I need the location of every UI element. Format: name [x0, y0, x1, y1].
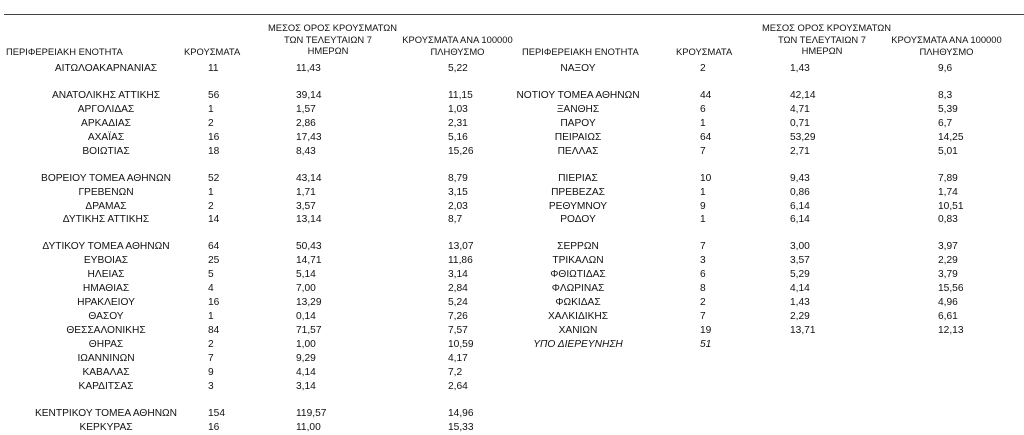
region-name: ΝΟΤΙΟΥ ΤΟΜΕΑ ΑΘΗΝΩΝ — [516, 90, 640, 101]
cases-value: 10 — [700, 173, 712, 184]
per100k-value: 3,79 — [938, 269, 958, 280]
region-name: ΗΡΑΚΛΕΙΟΥ — [77, 297, 135, 308]
cases-value: 7 — [700, 241, 706, 252]
region-name: ΦΛΩΡΙΝΑΣ — [551, 283, 605, 294]
cases-value: 4 — [208, 283, 214, 294]
per100k-value: 14,96 — [448, 408, 474, 419]
per100k-value: 13,07 — [448, 241, 474, 252]
right-table-row — [0, 254, 1024, 268]
right-table-row — [0, 296, 1024, 310]
avg-value: 3,57 — [790, 255, 810, 266]
per100k-value: 14,25 — [938, 132, 964, 143]
avg-value: 5,29 — [790, 269, 810, 280]
avg-value: 1,71 — [296, 187, 316, 198]
avg-value: 0,71 — [790, 118, 810, 129]
cases-value: 16 — [208, 132, 220, 143]
right-table-row — [0, 200, 1024, 214]
cases-value: 7 — [700, 146, 706, 157]
avg-value: 0,86 — [790, 187, 810, 198]
per100k-value: 6,7 — [938, 118, 953, 129]
left-table-row — [0, 421, 1024, 435]
per100k-value: 4,17 — [448, 353, 468, 364]
per100k-value: 5,22 — [448, 63, 468, 74]
per100k-value: 3,15 — [448, 187, 468, 198]
per100k-value: 7,57 — [448, 325, 468, 336]
per100k-value: 2,03 — [448, 201, 468, 212]
right-table-row — [0, 310, 1024, 324]
top-rule — [4, 14, 1024, 15]
cases-value: 9 — [208, 367, 214, 378]
per100k-value: 5,39 — [938, 104, 958, 115]
right-table-row — [0, 145, 1024, 159]
per100k-value: 5,16 — [448, 132, 468, 143]
per100k-value: 0,83 — [938, 214, 958, 225]
cases-value: 16 — [208, 297, 220, 308]
avg-value: 11,43 — [296, 63, 321, 74]
region-name: ΠΕΛΛΑΣ — [557, 146, 599, 157]
per100k-value: 4,96 — [938, 297, 958, 308]
cases-value: 11 — [208, 63, 219, 74]
cases-value: 1 — [208, 311, 214, 322]
region-name: ΞΑΝΘΗΣ — [556, 104, 600, 115]
avg-value: 3,57 — [296, 201, 316, 212]
cases-value: 6 — [700, 104, 706, 115]
per100k-value: 11,15 — [448, 90, 473, 101]
avg-value: 2,86 — [296, 118, 316, 129]
left-header-cases: ΚΡΟΥΣΜΑΤΑ — [184, 46, 241, 57]
cases-value: 6 — [700, 269, 706, 280]
region-name: ΠΙΕΡΙΑΣ — [558, 173, 598, 184]
region-name: ΧΑΝΙΩΝ — [558, 325, 598, 336]
region-name: ΘΑΣΟΥ — [88, 311, 124, 322]
avg-value: 2,71 — [790, 146, 810, 157]
cases-value: 7 — [208, 353, 214, 364]
right-table-row — [0, 172, 1024, 186]
region-name: ΚΑΒΑΛΑΣ — [82, 367, 130, 378]
avg-value: 13,71 — [790, 325, 816, 336]
region-name: ΕΥΒΟΙΑΣ — [83, 255, 129, 266]
right-table-row — [0, 282, 1024, 296]
region-name: ΘΗΡΑΣ — [88, 339, 124, 350]
avg-value: 2,29 — [790, 311, 810, 322]
left-table-row — [0, 352, 1024, 366]
right-table-row — [0, 324, 1024, 338]
region-name: ΝΑΞΟΥ — [560, 63, 596, 74]
cases-value: 1 — [208, 187, 214, 198]
region-name: ΦΩΚΙΔΑΣ — [555, 297, 601, 308]
right-table-row — [0, 186, 1024, 200]
avg-value: 11,00 — [296, 422, 321, 433]
region-name: ΑΧΑΪΑΣ — [87, 132, 125, 143]
cases-value: 1 — [208, 104, 214, 115]
per100k-value: 10,59 — [448, 339, 474, 350]
left-table-row — [0, 366, 1024, 380]
cases-value: 2 — [700, 297, 706, 308]
cases-value: 51 — [700, 339, 712, 350]
avg-value: 53,29 — [790, 132, 816, 143]
region-name: ΑΙΤΩΛΟΑΚΑΡΝΑΝΙΑΣ — [54, 63, 158, 74]
avg-value: 13,29 — [296, 297, 322, 308]
cases-value: 56 — [208, 90, 220, 101]
right-header-per100k: ΚΡΟΥΣΜΑΤΑ ΑΝΑ 100000 ΠΛΗΘΥΣΜΟ — [891, 34, 1002, 57]
region-name: ΔΡΑΜΑΣ — [85, 201, 127, 212]
per100k-value: 2,64 — [448, 381, 468, 392]
avg-value: 4,71 — [790, 104, 810, 115]
per100k-value: 15,26 — [448, 146, 474, 157]
avg-value: 14,71 — [296, 255, 322, 266]
per100k-value: 2,31 — [448, 118, 468, 129]
region-name: ΚΕΡΚΥΡΑΣ — [79, 422, 133, 433]
left-header-per100k: ΚΡΟΥΣΜΑΤΑ ΑΝΑ 100000 ΠΛΗΘΥΣΜΟ — [402, 34, 513, 57]
avg-value: 4,14 — [790, 283, 810, 294]
per100k-value: 1,03 — [448, 104, 468, 115]
region-name: ΙΩΑΝΝΙΝΩΝ — [77, 353, 135, 364]
avg-value: 6,14 — [790, 201, 810, 212]
cases-value: 7 — [700, 311, 706, 322]
cases-value: 1 — [700, 214, 706, 225]
cases-value: 64 — [208, 241, 220, 252]
cases-value: 1 — [700, 187, 706, 198]
right-table-row — [0, 213, 1024, 227]
region-name: ΓΡΕΒΕΝΩΝ — [78, 187, 134, 198]
right-table-row — [0, 62, 1024, 76]
right-table-row — [0, 240, 1024, 254]
region-name: ΑΡΚΑΔΙΑΣ — [81, 118, 131, 129]
region-name: ΔΥΤΙΚΟΥ ΤΟΜΕΑ ΑΘΗΝΩΝ — [42, 241, 170, 252]
region-name: ΠΡΕΒΕΖΑΣ — [551, 187, 605, 198]
avg-value: 17,43 — [296, 132, 322, 143]
avg-value: 5,14 — [296, 269, 316, 280]
cases-value: 18 — [208, 146, 220, 157]
region-name: ΑΝΑΤΟΛΙΚΗΣ ΑΤΤΙΚΗΣ — [51, 90, 161, 101]
left-header-region: ΠΕΡΙΦΕΡΕΙΑΚΗ ΕΝΟΤΗΤΑ — [6, 46, 123, 57]
right-table-row — [0, 268, 1024, 282]
region-name: ΠΕΙΡΑΙΩΣ — [554, 132, 602, 143]
avg-value: 43,14 — [296, 173, 322, 184]
avg-value: 1,57 — [296, 104, 316, 115]
per100k-value: 12,13 — [938, 325, 964, 336]
avg-value: 9,43 — [790, 173, 810, 184]
region-name: ΦΘΙΩΤΙΔΑΣ — [550, 269, 606, 280]
per100k-value: 7,26 — [448, 311, 468, 322]
cases-value: 1 — [700, 118, 706, 129]
cases-value: 3 — [700, 255, 706, 266]
avg-value: 4,14 — [296, 367, 316, 378]
region-name: ΑΡΓΟΛΙΔΑΣ — [77, 104, 135, 115]
cases-value: 2 — [208, 201, 214, 212]
per100k-value: 15,33 — [448, 422, 474, 433]
cases-value: 2 — [208, 339, 214, 350]
avg-value: 1,43 — [790, 63, 810, 74]
cases-value: 3 — [208, 381, 214, 392]
per100k-value: 8,7 — [448, 214, 463, 225]
cases-value: 2 — [700, 63, 706, 74]
cases-value: 25 — [208, 255, 220, 266]
avg-value: 6,14 — [790, 214, 810, 225]
per100k-value: 2,84 — [448, 283, 468, 294]
avg-value: 50,43 — [296, 241, 322, 252]
cases-value: 84 — [208, 325, 220, 336]
cases-value: 2 — [208, 118, 214, 129]
per100k-value: 3,14 — [448, 269, 468, 280]
per100k-value: 5,01 — [938, 146, 958, 157]
region-name: ΗΜΑΘΙΑΣ — [82, 283, 130, 294]
cases-value: 44 — [700, 90, 712, 101]
region-name: ΚΕΝΤΡΙΚΟΥ ΤΟΜΕΑ ΑΘΗΝΩΝ — [34, 408, 178, 419]
right-table-row — [0, 117, 1024, 131]
cases-value: 64 — [700, 132, 712, 143]
avg-value: 39,14 — [296, 90, 322, 101]
per100k-value: 7,2 — [448, 367, 463, 378]
region-name: ΠΑΡΟΥ — [560, 118, 596, 129]
region-name: ΥΠΟ ΔΙΕΡΕΥΝΗΣΗ — [533, 339, 623, 350]
right-table-row — [0, 89, 1024, 103]
avg-value: 1,00 — [296, 339, 316, 350]
cases-value: 5 — [208, 269, 214, 280]
per100k-value: 5,24 — [448, 297, 468, 308]
right-table-row — [0, 131, 1024, 145]
cases-value: 52 — [208, 173, 220, 184]
per100k-value: 6,61 — [938, 311, 958, 322]
avg-value: 8,43 — [296, 146, 316, 157]
region-name: ΗΛΕΙΑΣ — [87, 269, 125, 280]
avg-value: 119,57 — [296, 408, 327, 419]
avg-value: 3,14 — [296, 381, 316, 392]
left-header-avg: ΜΕΣΟΣ ΟΡΟΣ ΚΡΟΥΣΜΑΤΩΝ ΤΩΝ ΤΕΛΕΥΤΑΙΩΝ 7 ΗΜΕΡΩΝ — [268, 22, 398, 56]
left-table-row — [0, 380, 1024, 394]
per100k-value: 8,3 — [938, 90, 953, 101]
region-name: ΒΟΙΩΤΙΑΣ — [82, 146, 130, 157]
region-name: ΣΕΡΡΩΝ — [557, 241, 599, 252]
right-table-row — [0, 103, 1024, 117]
cases-value: 154 — [208, 408, 225, 419]
avg-value: 0,14 — [296, 311, 316, 322]
cases-value: 16 — [208, 422, 220, 433]
avg-value: 7,00 — [296, 283, 316, 294]
avg-value: 13,14 — [296, 214, 322, 225]
region-name: ΡΕΘΥΜΝΟΥ — [548, 201, 608, 212]
right-header-cases: ΚΡΟΥΣΜΑΤΑ — [676, 46, 733, 57]
region-name: ΘΕΣΣΑΛΟΝΙΚΗΣ — [66, 325, 146, 336]
avg-value: 1,43 — [790, 297, 810, 308]
right-table-row — [0, 338, 1024, 352]
per100k-value: 2,29 — [938, 255, 958, 266]
per100k-value: 1,74 — [938, 187, 958, 198]
cases-value: 8 — [700, 283, 706, 294]
avg-value: 42,14 — [790, 90, 816, 101]
region-name: ΤΡΙΚΑΛΩΝ — [552, 255, 604, 266]
per100k-value: 8,79 — [448, 173, 468, 184]
right-header-avg: ΜΕΣΟΣ ΟΡΟΣ ΚΡΟΥΣΜΑΤΩΝ ΤΩΝ ΤΕΛΕΥΤΑΙΩΝ 7 ΗΜΕΡΩΝ — [762, 22, 892, 56]
cases-value: 9 — [700, 201, 706, 212]
per100k-value: 9,6 — [938, 63, 953, 74]
avg-value: 71,57 — [296, 325, 322, 336]
avg-value: 9,29 — [296, 353, 316, 364]
right-header-region: ΠΕΡΙΦΕΡΕΙΑΚΗ ΕΝΟΤΗΤΑ — [522, 46, 639, 57]
per100k-value: 7,89 — [938, 173, 958, 184]
cases-value: 19 — [700, 325, 712, 336]
per100k-value: 15,56 — [938, 283, 964, 294]
cases-value: 14 — [208, 214, 220, 225]
region-name: ΔΥΤΙΚΗΣ ΑΤΤΙΚΗΣ — [62, 214, 150, 225]
region-name: ΡΟΔΟΥ — [560, 214, 596, 225]
per100k-value: 3,97 — [938, 241, 958, 252]
avg-value: 3,00 — [790, 241, 810, 252]
region-name: ΚΑΡΔΙΤΣΑΣ — [78, 381, 134, 392]
left-table-row — [0, 407, 1024, 421]
region-name: ΒΟΡΕΙΟΥ ΤΟΜΕΑ ΑΘΗΝΩΝ — [41, 173, 171, 184]
region-name: ΧΑΛΚΙΔΙΚΗΣ — [547, 311, 609, 322]
per100k-value: 11,86 — [448, 255, 473, 266]
per100k-value: 10,51 — [938, 201, 964, 212]
